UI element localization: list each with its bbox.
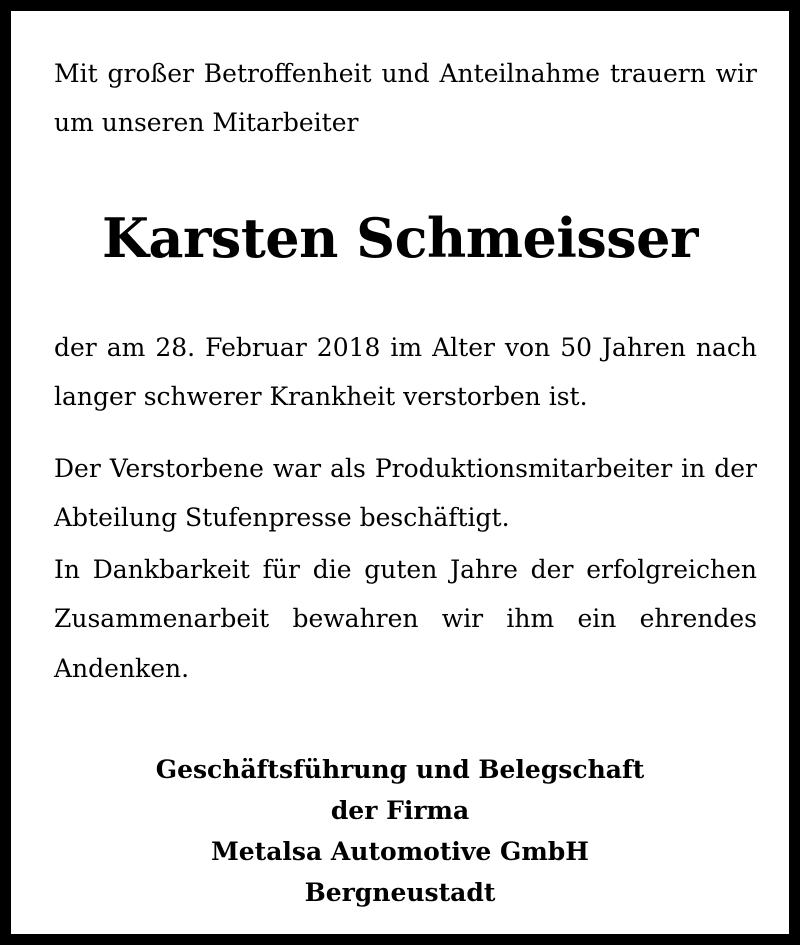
role-text-line-2: Abteilung Stufenpresse beschäftigt. bbox=[54, 503, 510, 532]
gratitude-text-line-1: In Dankbarkeit für die guten Jahre der erfolgreichen bbox=[54, 555, 757, 584]
death-text-line-1: der am 28. Februar 2018 im Alter von 50 Jahren nach bbox=[54, 333, 757, 362]
death-text-line-2: langer schwerer Krankheit verstorben ist. bbox=[54, 382, 588, 411]
intro-text-line-2: um unseren Mitarbeiter bbox=[54, 108, 359, 137]
gratitude-text-line-2: Zusammenarbeit bewahren wir ihm ein ehrendes bbox=[54, 604, 757, 633]
signature-line-1: Geschäftsführung und Belegschaft bbox=[155, 755, 645, 784]
role-text-line-1: Der Verstorbene war als Produktionsmitarbeiter in der bbox=[54, 454, 757, 483]
signature-company: Metalsa Automotive GmbH bbox=[211, 837, 589, 866]
signature-line-2: der Firma bbox=[330, 796, 470, 825]
deceased-name: Karsten Schmeisser bbox=[102, 206, 698, 270]
signature-location: Bergneustadt bbox=[304, 878, 496, 907]
gratitude-text-line-3: Andenken. bbox=[54, 654, 190, 683]
intro-text-line-1: Mit großer Betroffenheit und Anteilnahme trauern wir bbox=[54, 59, 757, 88]
